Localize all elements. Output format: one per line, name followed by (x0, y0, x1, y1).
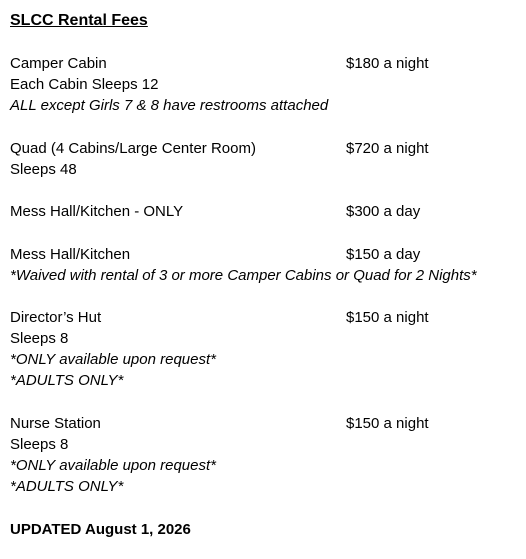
camper-cabin-detail: Each Cabin Sleeps 12 (10, 76, 159, 93)
directors-hut-note-adults: *ADULTS ONLY* (10, 372, 124, 389)
nurse-station-detail: Sleeps 8 (10, 436, 69, 453)
nurse-station-price: $150 a night (346, 415, 429, 432)
camper-cabin-price: $180 a night (346, 55, 429, 72)
directors-hut-name: Director’s Hut (10, 309, 102, 326)
quad-name: Quad (4 Cabins/Large Center Room) (10, 140, 256, 157)
directors-hut-note-request: *ONLY available upon request* (10, 351, 216, 368)
mess-hall-note: *Waived with rental of 3 or more Camper Cabins or Quad for 2 Nights* (10, 267, 477, 284)
mess-hall-name: Mess Hall/Kitchen (10, 246, 131, 263)
nurse-station-note-request: *ONLY available upon request* (10, 457, 216, 474)
mess-hall-only-name: Mess Hall/Kitchen - ONLY (10, 203, 184, 220)
directors-hut-price: $150 a night (346, 309, 429, 326)
quad-detail: Sleeps 48 (10, 161, 77, 178)
nurse-station-note-adults: *ADULTS ONLY* (10, 478, 124, 495)
directors-hut-detail: Sleeps 8 (10, 330, 69, 347)
updated-date: UPDATED August 1, 2026 (10, 521, 191, 538)
quad-price: $720 a night (346, 140, 429, 157)
camper-cabin-name: Camper Cabin (10, 55, 107, 72)
nurse-station-name: Nurse Station (10, 415, 101, 432)
mess-hall-only-price: $300 a day (346, 203, 421, 220)
mess-hall-price: $150 a day (346, 246, 421, 263)
camper-cabin-note: ALL except Girls 7 & 8 have restrooms attached (10, 97, 329, 114)
page-title: SLCC Rental Fees (10, 12, 148, 29)
